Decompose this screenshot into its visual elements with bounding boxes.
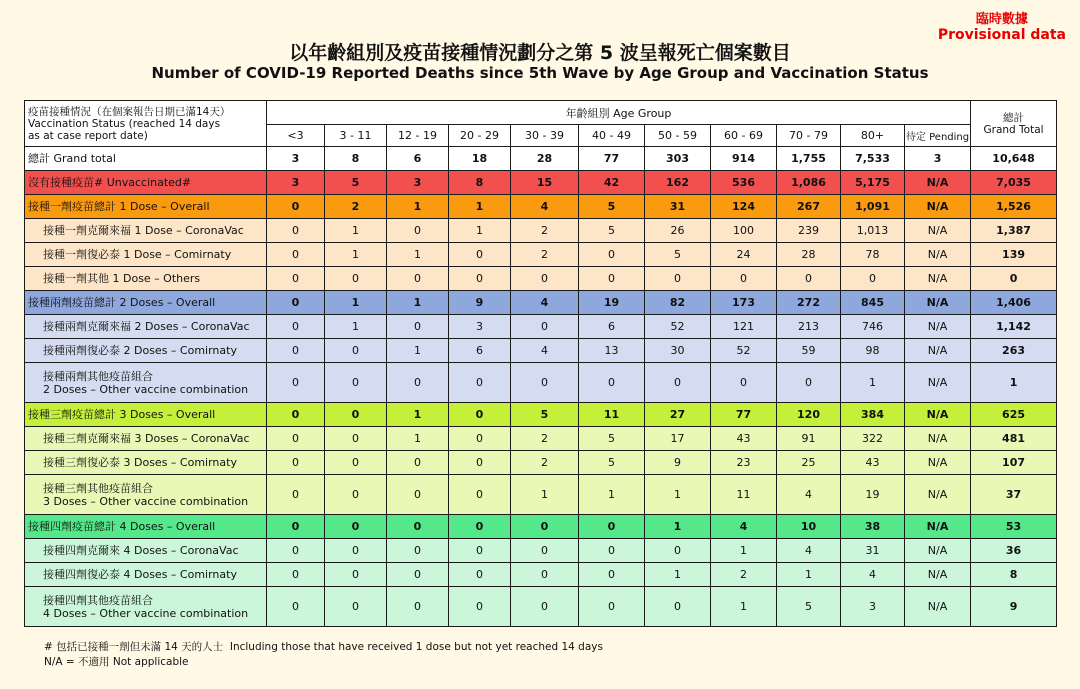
value-cell: N/A [905, 243, 971, 267]
grand-total-cell: 139 [971, 243, 1057, 267]
value-cell: 0 [511, 587, 579, 627]
value-cell: 0 [579, 363, 645, 403]
value-cell: 5 [777, 587, 841, 627]
value-cell: 0 [325, 515, 387, 539]
value-cell: 2 [711, 563, 777, 587]
value-cell: 11 [711, 475, 777, 515]
value-cell: 0 [387, 475, 449, 515]
value-cell: 0 [387, 587, 449, 627]
row-label: 接種四劑復必泰 4 Doses – Comirnaty [25, 563, 267, 587]
value-cell: 0 [325, 403, 387, 427]
value-cell: 13 [579, 339, 645, 363]
table-row [25, 243, 1057, 267]
value-cell: 91 [777, 427, 841, 451]
footnote-na: N/A = 不適用 Not applicable [44, 656, 189, 668]
value-cell: 2 [511, 219, 579, 243]
value-cell: 536 [711, 171, 777, 195]
value-cell: 5 [325, 171, 387, 195]
value-cell: 1 [449, 219, 511, 243]
grand-total-cell: 9 [971, 587, 1057, 627]
grand-total-cell: 1,526 [971, 195, 1057, 219]
value-cell: 0 [645, 363, 711, 403]
value-cell: 0 [449, 515, 511, 539]
table-row [25, 515, 1057, 539]
value-cell: 4 [511, 291, 579, 315]
row-label: 接種一劑復必泰 1 Dose – Comirnaty [25, 243, 267, 267]
value-cell: 3 [267, 171, 325, 195]
table-row [25, 427, 1057, 451]
value-cell: 0 [579, 539, 645, 563]
value-cell: 1 [325, 291, 387, 315]
value-cell: 0 [387, 539, 449, 563]
value-cell: N/A [905, 195, 971, 219]
value-cell: 0 [387, 315, 449, 339]
value-cell: 0 [511, 515, 579, 539]
value-cell: 1,091 [841, 195, 905, 219]
value-cell: 18 [449, 147, 511, 171]
value-cell: 0 [449, 363, 511, 403]
grand-total-cell: 481 [971, 427, 1057, 451]
row-label: 接種一劑疫苗總計 1 Dose – Overall [25, 195, 267, 219]
value-cell: 1 [325, 243, 387, 267]
table-row [25, 363, 1057, 403]
grand-total-cell: 10,648 [971, 147, 1057, 171]
value-cell: 5 [511, 403, 579, 427]
value-cell: 124 [711, 195, 777, 219]
value-cell: 0 [511, 267, 579, 291]
value-cell: 1 [387, 339, 449, 363]
value-cell: 43 [841, 451, 905, 475]
row-label: 接種四劑克爾來 4 Doses – CoronaVac [25, 539, 267, 563]
row-label: 接種兩劑疫苗總計 2 Doses – Overall [25, 291, 267, 315]
value-cell: 82 [645, 291, 711, 315]
value-cell: 746 [841, 315, 905, 339]
table-row [25, 171, 1057, 195]
grand-total-header: 總計 Grand Total [971, 101, 1057, 147]
value-cell: 0 [267, 363, 325, 403]
age-group-col-header: 40 - 49 [579, 125, 645, 147]
value-cell: 17 [645, 427, 711, 451]
value-cell: 0 [267, 219, 325, 243]
table-row [25, 315, 1057, 339]
value-cell: 0 [645, 539, 711, 563]
value-cell: 7,533 [841, 147, 905, 171]
table-row [25, 587, 1057, 627]
value-cell: N/A [905, 403, 971, 427]
value-cell: 1 [325, 219, 387, 243]
value-cell: 0 [267, 475, 325, 515]
age-group-col-header: 50 - 59 [645, 125, 711, 147]
value-cell: 0 [711, 363, 777, 403]
grand-total-cell: 7,035 [971, 171, 1057, 195]
value-cell: 0 [645, 587, 711, 627]
value-cell: 0 [267, 267, 325, 291]
value-cell: 4 [841, 563, 905, 587]
value-cell: 1 [449, 195, 511, 219]
value-cell: 1 [387, 243, 449, 267]
value-cell: 52 [645, 315, 711, 339]
value-cell: 0 [267, 563, 325, 587]
value-cell: 0 [579, 587, 645, 627]
row-label: 接種三劑疫苗總計 3 Doses – Overall [25, 403, 267, 427]
value-cell: 0 [449, 587, 511, 627]
age-group-col-header: 60 - 69 [711, 125, 777, 147]
value-cell: 0 [579, 267, 645, 291]
grand-total-cell: 36 [971, 539, 1057, 563]
value-cell: 0 [449, 451, 511, 475]
value-cell: 0 [645, 267, 711, 291]
value-cell: 0 [387, 219, 449, 243]
grand-total-cell: 37 [971, 475, 1057, 515]
value-cell: 239 [777, 219, 841, 243]
value-cell: 1 [841, 363, 905, 403]
value-cell: 0 [579, 563, 645, 587]
table-row [25, 219, 1057, 243]
value-cell: 914 [711, 147, 777, 171]
age-group-col-header: 70 - 79 [777, 125, 841, 147]
value-cell: 6 [387, 147, 449, 171]
value-cell: N/A [905, 315, 971, 339]
footnotes [44, 640, 603, 670]
row-label: 接種兩劑復必泰 2 Doses – Comirnaty [25, 339, 267, 363]
value-cell: 77 [579, 147, 645, 171]
value-cell: 38 [841, 515, 905, 539]
value-cell: 0 [387, 451, 449, 475]
grand-total-cell: 1,142 [971, 315, 1057, 339]
value-cell: 0 [841, 267, 905, 291]
value-cell: 2 [325, 195, 387, 219]
value-cell: 0 [579, 515, 645, 539]
table-row [25, 475, 1057, 515]
value-cell: 1 [645, 515, 711, 539]
value-cell: 0 [449, 403, 511, 427]
grand-total-cell: 1,387 [971, 219, 1057, 243]
row-label: 接種四劑疫苗總計 4 Doses – Overall [25, 515, 267, 539]
value-cell: 0 [267, 451, 325, 475]
table-row [25, 451, 1057, 475]
row-label: 接種三劑其他疫苗組合 3 Doses – Other vaccine combination [25, 475, 267, 515]
value-cell: N/A [905, 539, 971, 563]
value-cell: 0 [449, 563, 511, 587]
value-cell: 1 [645, 563, 711, 587]
value-cell: N/A [905, 339, 971, 363]
value-cell: 0 [777, 363, 841, 403]
value-cell: 28 [511, 147, 579, 171]
value-cell: 1 [711, 587, 777, 627]
grand-total-cell: 263 [971, 339, 1057, 363]
value-cell: 52 [711, 339, 777, 363]
value-cell: 77 [711, 403, 777, 427]
value-cell: 4 [777, 539, 841, 563]
value-cell: 0 [325, 427, 387, 451]
value-cell: 1 [387, 427, 449, 451]
value-cell: 0 [325, 339, 387, 363]
table-row [25, 267, 1057, 291]
value-cell: 0 [267, 195, 325, 219]
value-cell: N/A [905, 219, 971, 243]
value-cell: 4 [777, 475, 841, 515]
age-group-col-header: 80+ [841, 125, 905, 147]
value-cell: 4 [711, 515, 777, 539]
value-cell: N/A [905, 171, 971, 195]
value-cell: 384 [841, 403, 905, 427]
value-cell: 4 [511, 195, 579, 219]
value-cell: 0 [267, 315, 325, 339]
age-group-col-header: <3 [267, 125, 325, 147]
value-cell: 30 [645, 339, 711, 363]
age-group-col-header: 20 - 29 [449, 125, 511, 147]
value-cell: 3 [841, 587, 905, 627]
value-cell: 120 [777, 403, 841, 427]
row-label: 接種兩劑克爾來福 2 Doses – CoronaVac [25, 315, 267, 339]
value-cell: 322 [841, 427, 905, 451]
value-cell: 0 [449, 427, 511, 451]
grand-total-cell: 1 [971, 363, 1057, 403]
grand-total-cell: 107 [971, 451, 1057, 475]
value-cell: 5 [579, 195, 645, 219]
value-cell: 5 [645, 243, 711, 267]
value-cell: 24 [711, 243, 777, 267]
value-cell: 3 [449, 315, 511, 339]
age-group-col-header: 30 - 39 [511, 125, 579, 147]
value-cell: 0 [511, 563, 579, 587]
value-cell: 0 [325, 451, 387, 475]
value-cell: 0 [711, 267, 777, 291]
value-cell: 0 [325, 563, 387, 587]
page-title-zh: 以年齡組別及疫苗接種情況劃分之第 5 波呈報死亡個案數目 [289, 42, 791, 64]
value-cell: 0 [387, 363, 449, 403]
age-group-col-header: 3 - 11 [325, 125, 387, 147]
value-cell: 43 [711, 427, 777, 451]
table-row [25, 291, 1057, 315]
value-cell: 1 [325, 315, 387, 339]
value-cell: 5,175 [841, 171, 905, 195]
value-cell: 0 [387, 515, 449, 539]
value-cell: 162 [645, 171, 711, 195]
row-label: 接種四劑其他疫苗組合 4 Doses – Other vaccine combination [25, 587, 267, 627]
value-cell: 31 [645, 195, 711, 219]
table-row [25, 195, 1057, 219]
row-label: 接種三劑復必泰 3 Doses – Comirnaty [25, 451, 267, 475]
value-cell: 10 [777, 515, 841, 539]
value-cell: N/A [905, 475, 971, 515]
value-cell: 0 [267, 403, 325, 427]
value-cell: 0 [511, 363, 579, 403]
value-cell: 98 [841, 339, 905, 363]
value-cell: 1 [777, 563, 841, 587]
vaccination-status-header: 疫苗接種情況（在個案報告日期已滿14天） Vaccination Status (reached 14 days as at case report date) [25, 101, 267, 147]
value-cell: 19 [579, 291, 645, 315]
grand-total-cell: 0 [971, 267, 1057, 291]
value-cell: 0 [267, 291, 325, 315]
value-cell: 1 [711, 539, 777, 563]
value-cell: 0 [267, 539, 325, 563]
value-cell: 59 [777, 339, 841, 363]
value-cell: 1 [387, 195, 449, 219]
value-cell: 11 [579, 403, 645, 427]
value-cell: 121 [711, 315, 777, 339]
value-cell: N/A [905, 291, 971, 315]
value-cell: 0 [449, 539, 511, 563]
row-label: 接種一劑克爾來福 1 Dose – CoronaVac [25, 219, 267, 243]
value-cell: 1 [387, 403, 449, 427]
value-cell: 27 [645, 403, 711, 427]
value-cell: 213 [777, 315, 841, 339]
row-label: 接種三劑克爾來福 3 Doses – CoronaVac [25, 427, 267, 451]
value-cell: 25 [777, 451, 841, 475]
value-cell: 100 [711, 219, 777, 243]
table-row [25, 147, 1057, 171]
value-cell: 6 [579, 315, 645, 339]
value-cell: 0 [267, 339, 325, 363]
table-row [25, 563, 1057, 587]
page-title-en: Number of COVID-19 Reported Deaths since 5th Wave by Age Group and Vaccination Status [151, 64, 929, 82]
value-cell: 15 [511, 171, 579, 195]
provisional-label-zh: 臨時數據 [975, 12, 1028, 27]
value-cell: 1,013 [841, 219, 905, 243]
value-cell: 28 [777, 243, 841, 267]
value-cell: 0 [449, 267, 511, 291]
value-cell: 0 [387, 563, 449, 587]
grand-total-cell: 53 [971, 515, 1057, 539]
value-cell: 845 [841, 291, 905, 315]
age-group-col-header: 12 - 19 [387, 125, 449, 147]
value-cell: 4 [511, 339, 579, 363]
value-cell: N/A [905, 267, 971, 291]
age-group-col-header: 待定 Pending [905, 125, 971, 147]
value-cell: 0 [325, 267, 387, 291]
value-cell: 0 [777, 267, 841, 291]
value-cell: 0 [325, 539, 387, 563]
value-cell: 0 [267, 587, 325, 627]
value-cell: N/A [905, 515, 971, 539]
value-cell: 303 [645, 147, 711, 171]
footnote-unvaccinated: # 包括已接種一劑但未滿 14 天的人士 Including those that have received 1 dose but not yet reached 14 days [44, 641, 603, 653]
value-cell: 0 [511, 315, 579, 339]
value-cell: N/A [905, 363, 971, 403]
value-cell: 1,755 [777, 147, 841, 171]
row-label: 接種一劑其他 1 Dose – Others [25, 267, 267, 291]
value-cell: 0 [325, 587, 387, 627]
value-cell: N/A [905, 451, 971, 475]
value-cell: 3 [387, 171, 449, 195]
value-cell: 0 [387, 267, 449, 291]
value-cell: 9 [449, 291, 511, 315]
value-cell: 0 [449, 243, 511, 267]
table-row [25, 539, 1057, 563]
value-cell: N/A [905, 427, 971, 451]
value-cell: 8 [449, 171, 511, 195]
value-cell: 272 [777, 291, 841, 315]
value-cell: 5 [579, 219, 645, 243]
value-cell: N/A [905, 563, 971, 587]
value-cell: 0 [579, 243, 645, 267]
value-cell: 3 [905, 147, 971, 171]
value-cell: N/A [905, 587, 971, 627]
grand-total-cell: 625 [971, 403, 1057, 427]
value-cell: 0 [511, 539, 579, 563]
value-cell: 0 [267, 427, 325, 451]
deaths-table [24, 100, 1057, 627]
value-cell: 0 [325, 363, 387, 403]
value-cell: 78 [841, 243, 905, 267]
value-cell: 2 [511, 427, 579, 451]
value-cell: 2 [511, 451, 579, 475]
value-cell: 3 [267, 147, 325, 171]
value-cell: 1 [511, 475, 579, 515]
value-cell: 5 [579, 451, 645, 475]
value-cell: 267 [777, 195, 841, 219]
value-cell: 9 [645, 451, 711, 475]
value-cell: 1 [387, 291, 449, 315]
value-cell: 0 [267, 243, 325, 267]
value-cell: 19 [841, 475, 905, 515]
provisional-label-en: Provisional data [937, 27, 1066, 43]
value-cell: 0 [267, 515, 325, 539]
row-label: 接種兩劑其他疫苗組合 2 Doses – Other vaccine combination [25, 363, 267, 403]
value-cell: 1 [645, 475, 711, 515]
value-cell: 0 [449, 475, 511, 515]
value-cell: 31 [841, 539, 905, 563]
row-label: 沒有接種疫苗# Unvaccinated# [25, 171, 267, 195]
age-group-header: 年齡組別 Age Group [267, 101, 971, 125]
value-cell: 23 [711, 451, 777, 475]
value-cell: 8 [325, 147, 387, 171]
value-cell: 42 [579, 171, 645, 195]
value-cell: 6 [449, 339, 511, 363]
table-row [25, 403, 1057, 427]
grand-total-cell: 1,406 [971, 291, 1057, 315]
row-label: 總計 Grand total [25, 147, 267, 171]
value-cell: 0 [325, 475, 387, 515]
value-cell: 5 [579, 427, 645, 451]
value-cell: 173 [711, 291, 777, 315]
value-cell: 26 [645, 219, 711, 243]
grand-total-cell: 8 [971, 563, 1057, 587]
value-cell: 1,086 [777, 171, 841, 195]
value-cell: 2 [511, 243, 579, 267]
table-row [25, 339, 1057, 363]
value-cell: 1 [579, 475, 645, 515]
